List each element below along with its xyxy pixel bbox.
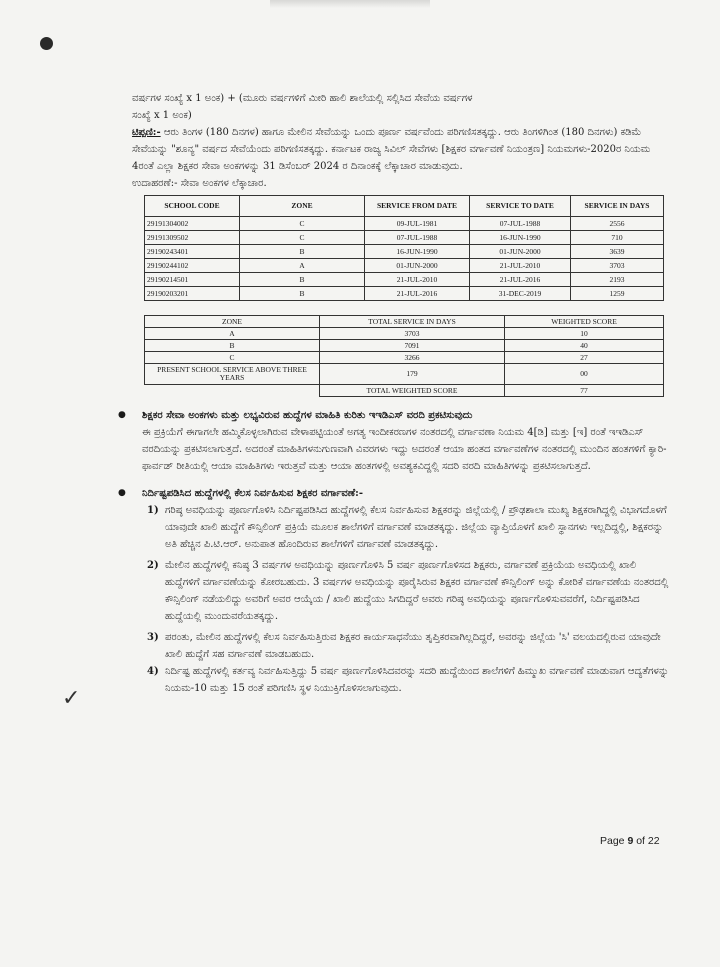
- table-cell: 21-JUL-2016: [365, 287, 470, 301]
- scan-smudge: [270, 0, 430, 8]
- current-page: 9: [627, 835, 634, 847]
- table-cell: 01-JUN-2000: [470, 245, 571, 259]
- service-table: [144, 195, 664, 301]
- table-header: SERVICE FROM DATE: [365, 196, 470, 217]
- empty-cell: [145, 385, 320, 397]
- table-row: [145, 231, 664, 245]
- table-cell: 7091: [320, 340, 505, 352]
- example-line: [132, 175, 670, 192]
- handwritten-tick-mark: ✓: [62, 686, 81, 711]
- table-header: SERVICE IN DAYS: [571, 196, 664, 217]
- list-item: [147, 663, 670, 697]
- table-cell: 29190203201: [145, 287, 240, 301]
- table-row: [145, 328, 664, 340]
- table-cell: C: [145, 352, 320, 364]
- table-cell: 2193: [571, 273, 664, 287]
- section-body: ಈ ಪ್ರಕ್ರಿಯೆಗೆ ಈಗಾಗಲೇ ಹಮ್ಮಿಕೊಳ್ಳಲಾಗಿರುವ ವೇಳಾಪಟ್ಟಿಯಂತೆ ಅಗತ್ಯ ಇಂದೀಕರಣಗಳ ನಂತರದಲ್ಲಿ ವರ್ಗಾವಣಾ ನಿಯಮ 4[ಡಿ] ಮತ್ತು [ಇ] ರಂತೆ ಇಇಡಿಎಸ್ ವರದಿಯನ್ನು ಪ್ರಕಟಿಸಲಾಗುತ್ತದೆ. ಅದರಂತೆ ಮಾಹಿತಿಗಳನುಗುಣವಾಗಿ ವಿವರಗಳು ಇದ್ದು ಅದರಂತೆ ಆಯಾ ಹಂತದ ವರ್ಗಾವಣೆಗಳ ನಂತರದಲ್ಲಿ ಮುಂದಿನ ಹಂತಗಳಿಗೆ ಕ್ಯಾರಿ-ಫಾರ್ವಡ್ ರೀತಿಯಲ್ಲಿ ಆಯಾ ಮಾಹಿತಿಗಳು ಇರುತ್ತವೆ ಮತ್ತು ಆಯಾ ಹಂತಗಳಲ್ಲಿ ಅವಶ್ಯಕವಿದ್ದಲ್ಲಿ ಸದರಿ ವರದಿ ಮಾಹಿತಿಗಳನ್ನು ಪ್ರಕಟಿಸಲಾಗುತ್ತದೆ.: [142, 427, 667, 472]
- table-cell: A: [145, 328, 320, 340]
- table-cell: 07-JUL-1988: [470, 217, 571, 231]
- table-total-row: [145, 385, 664, 397]
- list-number: 3): [147, 632, 159, 643]
- section-eeds-report: [132, 407, 670, 475]
- table-cell: 179: [320, 364, 505, 385]
- table-cell: 27: [505, 352, 664, 364]
- list-item-text: ಮೇಲಿನ ಹುದ್ದೆಗಳಲ್ಲಿ ಕನಿಷ್ಠ 3 ವರ್ಷಗಳ ಅವಧಿಯನ್ನು ಪೂರ್ಣಗೊಳಿಸಿ 5 ವರ್ಷ ಪೂರ್ಣಗೊಳಿಸದ ಶಿಕ್ಷಕರು, ವರ್ಗಾವಣೆ ಪ್ರಕ್ರಿಯೆಯ ಅವಧಿಯಲ್ಲಿ ಖಾಲಿ ಹುದ್ದೆಗಳಿಗೆ ವರ್ಗಾವಣೆಯನ್ನು ಕೋರಬಹುದು. 3 ವರ್ಷಗಳ ಅವಧಿಯನ್ನು ಪೂರೈಸಿರುವ ಶಿಕ್ಷಕರ ವರ್ಗಾವಣೆ ಕೌನ್ಸಿಲಿಂಗ್ ಅನ್ನು ಕೋರಿಕೆ ವರ್ಗಾವಣೆಯ ನಂತರದಲ್ಲಿ ಕೌನ್ಸಿಲಿಂಗ್ ನಡೆಯಲಿದ್ದು ಅವರಿಗೆ ಅವರ ಆಯ್ಕೆಯ / ಖಾಲಿ ಹುದ್ದೆಯು ಸಿಗದಿದ್ದರೆ ಅವರು ಗರಿಷ್ಠ ಅವಧಿಯನ್ನು ಪೂರ್ಣಗೊಳಿಸುವವರೆಗೆ, ನಿರ್ದಿಷ್ಟಪಡಿಸಿದ ಹುದ್ದೆಯಲ್ಲಿ ಮುಂದುವರೆಯತಕ್ಕದ್ದು.: [165, 560, 669, 622]
- list-item: [147, 502, 670, 553]
- table-row: [145, 340, 664, 352]
- note-paragraph: [132, 124, 670, 175]
- table-header: ZONE: [145, 316, 320, 328]
- table-cell: 01-JUN-2000: [365, 259, 470, 273]
- table-cell: PRESENT SCHOOL SERVICE ABOVE THREE YEARS: [145, 364, 320, 385]
- table-cell: 29190244102: [145, 259, 240, 273]
- table-row: [145, 273, 664, 287]
- table-cell: 29191304002: [145, 217, 240, 231]
- table-cell: 07-JUL-1988: [365, 231, 470, 245]
- table-row: [145, 364, 664, 385]
- list-item: [147, 629, 670, 663]
- example-label: ಉದಾಹರಣೆ:-: [132, 178, 178, 189]
- table-header: SCHOOL CODE: [145, 196, 240, 217]
- list-number: 4): [147, 666, 159, 677]
- punch-hole: [40, 37, 53, 50]
- table-cell: 00: [505, 364, 664, 385]
- page-number: [600, 835, 660, 847]
- table-row: [145, 287, 664, 301]
- list-item-text: ಪರಂತು, ಮೇಲಿನ ಹುದ್ದೆಗಳಲ್ಲಿ ಕೆಲಸ ನಿರ್ವಹಿಸುತ್ತಿರುವ ಶಿಕ್ಷಕರ ಕಾರ್ಯಸಾಧನೆಯು ತೃಪ್ತಿಕರವಾಗಿಲ್ಲದಿದ್ದರೆ, ಅವರನ್ನು ಜಿಲ್ಲೆಯ 'ಸಿ' ವಲಯದಲ್ಲಿರುವ ಯಾವುದೇ ಖಾಲಿ ಹುದ್ದೆಗೆ ಸಹ ವರ್ಗಾವಣೆ ಮಾಡಬಹುದು.: [165, 632, 661, 660]
- table-header: TOTAL SERVICE IN DAYS: [320, 316, 505, 328]
- table-cell: 1259: [571, 287, 664, 301]
- table-cell: 29191309502: [145, 231, 240, 245]
- table-cell: 29190214501: [145, 273, 240, 287]
- table-cell: 3703: [571, 259, 664, 273]
- document-body: [132, 90, 670, 697]
- table-cell: 21-JUL-2010: [470, 259, 571, 273]
- intro-line: ವರ್ಷಗಳ ಸಂಖ್ಯೆ x 1 ಅಂಕ) + (ಮೂರು ವರ್ಷಗಳಿಗೆ ಮೀರಿ ಹಾಲಿ ಶಾಲೆಯಲ್ಲಿ ಸಲ್ಲಿಸಿದ ಸೇವೆಯ ವರ್ಷಗಳ: [132, 93, 473, 104]
- table-cell: C: [240, 231, 365, 245]
- table-row: [145, 245, 664, 259]
- table-header-row: [145, 316, 664, 328]
- table-cell: 29190243401: [145, 245, 240, 259]
- list-number: 1): [147, 505, 159, 516]
- section-heading: ● ನಿರ್ದಿಷ್ಟಪಡಿಸಿದ ಹುದ್ದೆಗಳಲ್ಲಿ ಕೆಲಸ ನಿರ್ವಹಿಸುವ ಶಿಕ್ಷಕರ ವರ್ಗಾವಣೆ:-: [142, 488, 363, 499]
- table-header: SERVICE TO DATE: [470, 196, 571, 217]
- list-item: [147, 557, 670, 625]
- note-text: ಆರು ತಿಂಗಳ (180 ದಿನಗಳ) ಹಾಗೂ ಮೇಲಿನ ಸೇವೆಯನ್ನು ಒಂದು ಪೂರ್ಣ ವರ್ಷವೆಂದು ಪರಿಗಣಿಸತಕ್ಕದ್ದು. ಆರು ತಿಂಗಳಿಗಿಂತ (180 ದಿನಗಳು) ಕಡಿಮೆ ಸೇವೆಯನ್ನು "ಶೂನ್ಯ" ವರ್ಷದ ಸೇವೆಯೆಂದು ಪರಿಗಣಿಸತಕ್ಕದ್ದು. ಕರ್ನಾಟಕ ರಾಜ್ಯ ಸಿವಿಲ್ ಸೇವೆಗಳು [ಶಿಕ್ಷಕರ ವರ್ಗಾವಣೆ ನಿಯಂತ್ರಣ] ನಿಯಮಗಳು-2020ರ ನಿಯಮ 4ರಂತೆ ಎಲ್ಲಾ ಶಿಕ್ಷಕರ ಸೇವಾ ಅಂಕಗಳನ್ನು 31 ಡಿಸೆಂಬರ್ 2024 ರ ದಿನಾಂಕಕ್ಕೆ ಲೆಕ್ಕಾಚಾರ ಮಾಡುವುದು.: [132, 127, 651, 172]
- table-row: [145, 217, 664, 231]
- table-cell: 31-DEC-2019: [470, 287, 571, 301]
- table-row: [145, 352, 664, 364]
- table-cell: 21-JUL-2016: [470, 273, 571, 287]
- table-header: ZONE: [240, 196, 365, 217]
- page-prefix: Page: [600, 835, 628, 847]
- table-cell: 3639: [571, 245, 664, 259]
- table-cell: 40: [505, 340, 664, 352]
- list-item-text: ಗರಿಷ್ಠ ಅವಧಿಯನ್ನು ಪೂರ್ಣಗೊಳಿಸಿ ನಿರ್ದಿಷ್ಟಪಡಿಸಿದ ಹುದ್ದೆಗಳಲ್ಲಿ ಕೆಲಸ ನಿರ್ವಹಿಸುವ ಶಿಕ್ಷಕರನ್ನು ಜಿಲ್ಲೆಯಲ್ಲಿ / ಪ್ರೌಢಶಾಲಾ ಮುಖ್ಯ ಶಿಕ್ಷಕರಾಗಿದ್ದಲ್ಲಿ ವಿಭಾಗದೊಳಗೆ ಯಾವುದೇ ಖಾಲಿ ಹುದ್ದೆಗೆ ಕೌನ್ಸಿಲಿಂಗ್ ಪ್ರಕ್ರಿಯೆ ಮೂಲಕ ಶಾಲೆಗಳಿಗೆ ವರ್ಗಾವಣೆ ಮಾಡತಕ್ಕದ್ದು. ಜಿಲ್ಲೆಯ ವ್ಯಾಪ್ತಿಯೊಳಗೆ ಖಾಲಿ ಸ್ಥಾನಗಳು ಇಲ್ಲದಿದ್ದಲ್ಲಿ, ಶಿಕ್ಷಕರನ್ನು ಅತಿ ಹೆಚ್ಚಿನ ಪಿ.ಟಿ.ಆರ್. ಅನುಪಾತ ಹೊಂದಿರುವ ಶಾಲೆಗಳಿಗೆ ವರ್ಗಾವಣೆ ಮಾಡತಕ್ಕದ್ದು.: [165, 505, 667, 550]
- zone-score-table: [144, 315, 664, 397]
- table-header: WEIGHTED SCORE: [505, 316, 664, 328]
- total-label: TOTAL WEIGHTED SCORE: [320, 385, 505, 397]
- table-cell: 3703: [320, 328, 505, 340]
- table-cell: A: [240, 259, 365, 273]
- table-cell: B: [145, 340, 320, 352]
- table-cell: 09-JUL-1981: [365, 217, 470, 231]
- list-item-text: ನಿರ್ದಿಷ್ಟ ಹುದ್ದೆಗಳಲ್ಲಿ ಕರ್ತವ್ಯ ನಿರ್ವಹಿಸುತ್ತಿದ್ದು 5 ವರ್ಷ ಪೂರ್ಣಗೊಳಿಸಿದವರನ್ನು ಸದರಿ ಹುದ್ದೆಯಿಂದ ಶಾಲೆಗಳಿಗೆ ಹಿಮ್ಮುಖ ವರ್ಗಾವಣೆ ಮಾಡುವಾಗ ಆದ್ಯತೆಗಳನ್ನು ನಿಯಮ-10 ಮತ್ತು 15 ರಂತೆ ಪರಿಗಣಿಸಿ ಸ್ಥಳ ನಿಯುಕ್ತಿಗೊಳಿಸಲಾಗುವುದು.: [165, 666, 669, 694]
- table-cell: B: [240, 273, 365, 287]
- intro-line: ಸಂಖ್ಯೆ x 1 ಅಂಕ): [132, 110, 192, 121]
- table-cell: 10: [505, 328, 664, 340]
- table-cell: 16-JUN-1990: [470, 231, 571, 245]
- note-label: ಟಿಪ್ಪಣಿ:-: [132, 127, 161, 138]
- table-cell: 2556: [571, 217, 664, 231]
- table-cell: C: [240, 217, 365, 231]
- table-cell: 3266: [320, 352, 505, 364]
- table-cell: 21-JUL-2010: [365, 273, 470, 287]
- example-text: ಸೇವಾ ಅಂಕಗಳ ಲೆಕ್ಕಾಚಾರ.: [177, 178, 267, 189]
- total-value: 77: [505, 385, 664, 397]
- page-suffix: of 22: [633, 835, 660, 847]
- table-cell: 710: [571, 231, 664, 245]
- section-specified-posts: [132, 485, 670, 697]
- list-number: 2): [147, 560, 159, 571]
- table-cell: B: [240, 245, 365, 259]
- table-row: [145, 259, 664, 273]
- table-header-row: [145, 196, 664, 217]
- table-cell: B: [240, 287, 365, 301]
- table-cell: 16-JUN-1990: [365, 245, 470, 259]
- section-heading: ● ಶಿಕ್ಷಕರ ಸೇವಾ ಅಂಕಗಳು ಮತ್ತು ಲಭ್ಯವಿರುವ ಹುದ್ದೆಗಳ ಮಾಹಿತಿ ಕುರಿತು ಇಇಡಿಎಸ್ ವರದಿ ಪ್ರಕಟಿಸುವುದು: [142, 410, 473, 421]
